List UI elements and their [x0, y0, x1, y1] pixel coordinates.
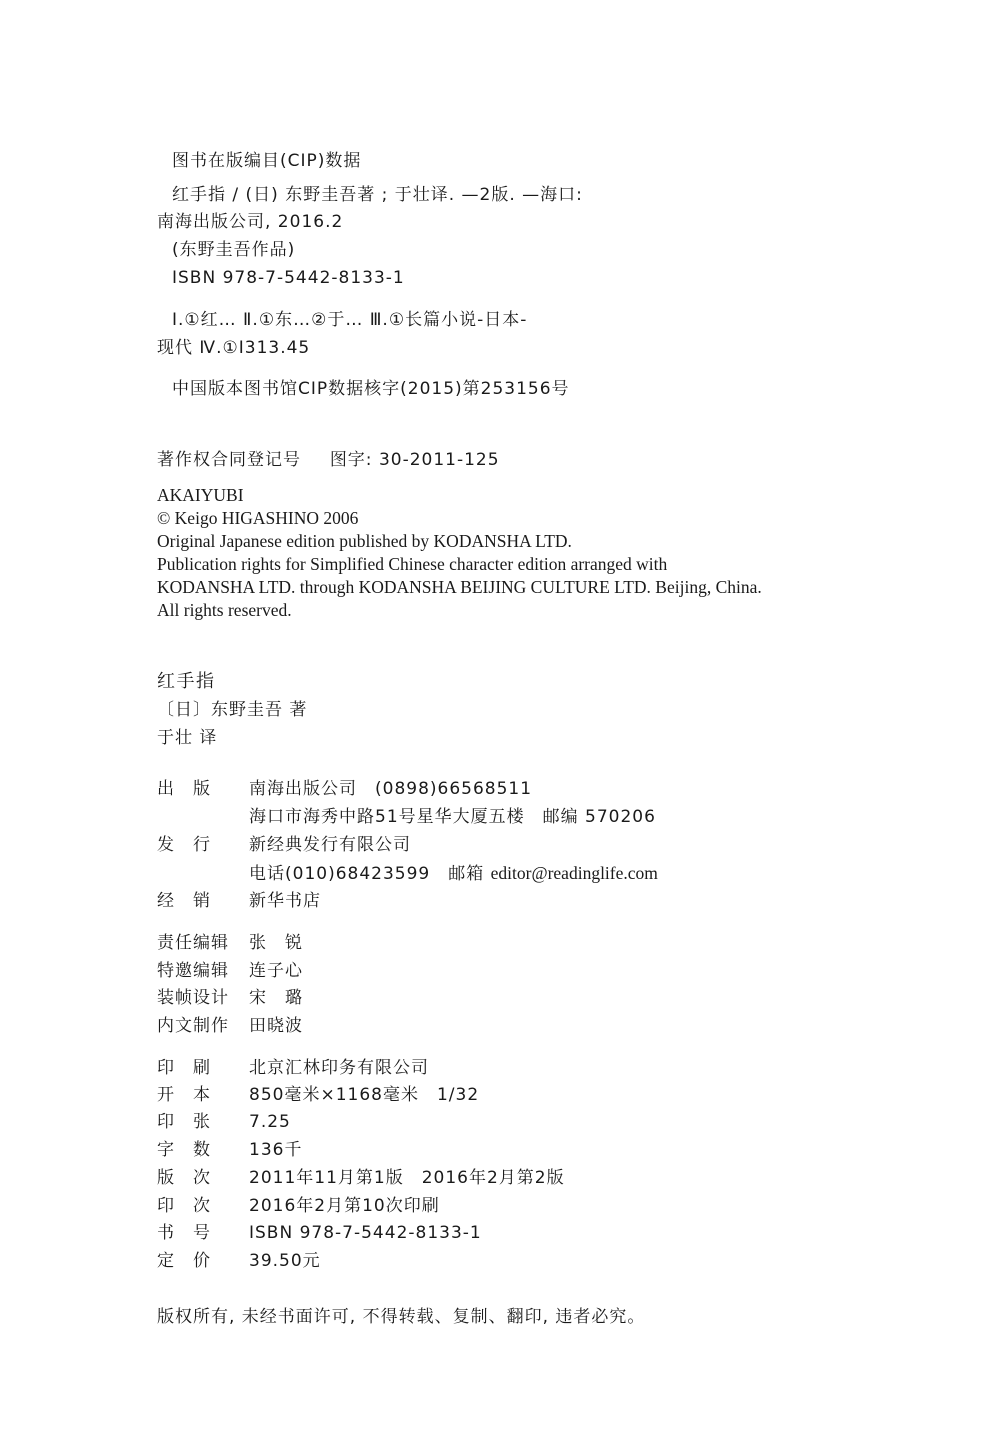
- spec-label: 开 本: [157, 1085, 211, 1105]
- cip-class-line-1: Ⅰ.①红… Ⅱ.①东…②于… Ⅲ.①长篇小说-日本-: [172, 310, 528, 330]
- spec-value: 7.25: [249, 1112, 291, 1132]
- distributor-row: [157, 834, 411, 856]
- staff-label: 内文制作: [157, 1016, 229, 1036]
- spec-row: [157, 1111, 291, 1133]
- seller-row: [157, 890, 321, 912]
- spec-label: 定 价: [157, 1251, 211, 1271]
- book-title: 红手指: [157, 671, 216, 692]
- spec-label: 字 数: [157, 1140, 211, 1160]
- staff-row: [157, 987, 303, 1009]
- spec-value: 850毫米×1168毫米 1/32: [249, 1085, 480, 1105]
- staff-label: 责任编辑: [157, 933, 229, 953]
- cip-heading: 图书在版编目(CIP)数据: [172, 151, 362, 171]
- copyright-registration-label: 著作权合同登记号: [157, 450, 301, 470]
- spec-label: 印 张: [157, 1112, 211, 1132]
- spec-value: ISBN 978-7-5442-8133-1: [249, 1223, 482, 1243]
- publisher-label: 出 版: [157, 779, 211, 799]
- distributor-phone: 电话(010)68423599 邮箱: [249, 864, 485, 884]
- copyright-registration: [157, 449, 500, 471]
- cip-verify-line: 中国版本图书馆CIP数据核字(2015)第253156号: [172, 379, 570, 399]
- rights-line-4: Publication rights for Simplified Chinese character edition arranged with: [157, 554, 668, 574]
- spec-label: 印 次: [157, 1196, 211, 1216]
- rights-line-2: © Keigo HIGASHINO 2006: [157, 508, 359, 528]
- spec-value: 2016年2月第10次印刷: [249, 1196, 440, 1216]
- distributor-email: editor@readinglife.com: [490, 863, 658, 883]
- rights-line-1: AKAIYUBI: [157, 485, 244, 505]
- staff-value: 田晓波: [249, 1016, 303, 1036]
- staff-row: [157, 960, 303, 982]
- rights-line-6: All rights reserved.: [157, 600, 292, 620]
- book-author: 〔日〕东野圭吾 著: [157, 700, 308, 720]
- staff-row: [157, 932, 303, 954]
- spec-row: [157, 1250, 321, 1272]
- cip-line-2: 南海出版公司, 2016.2: [157, 212, 344, 232]
- staff-label: 特邀编辑: [157, 961, 229, 981]
- spec-value: 39.50元: [249, 1251, 321, 1271]
- cip-line-4: ISBN 978-7-5442-8133-1: [172, 268, 405, 288]
- rights-notice: 版权所有, 未经书面许可, 不得转载、复制、翻印, 违者必究。: [157, 1307, 646, 1327]
- rights-line-5: KODANSHA LTD. through KODANSHA BEIJING CULTURE LTD. Beijing, China.: [157, 577, 762, 597]
- distributor-value: 新经典发行有限公司: [249, 835, 411, 855]
- spec-row: [157, 1139, 302, 1161]
- cip-line-1: 红手指 / (日) 东野圭吾著 ; 于壮译. —2版. —海口:: [172, 185, 583, 205]
- spec-row: [157, 1167, 565, 1189]
- spec-value: 北京汇林印务有限公司: [249, 1058, 429, 1078]
- cip-line-3: (东野圭吾作品): [172, 240, 296, 260]
- spec-value: 136千: [249, 1140, 303, 1160]
- rights-line-3: Original Japanese edition published by KODANSHA LTD.: [157, 531, 572, 551]
- spec-row: [157, 1222, 482, 1244]
- cip-class-line-2: 现代 Ⅳ.①I313.45: [157, 338, 311, 358]
- seller-label: 经 销: [157, 891, 211, 911]
- distributor-contact: [249, 862, 658, 885]
- spec-label: 书 号: [157, 1223, 211, 1243]
- publisher-address: 海口市海秀中路51号星华大厦五楼 邮编 570206: [249, 807, 656, 827]
- spec-label: 印 刷: [157, 1058, 211, 1078]
- staff-value: 连子心: [249, 961, 303, 981]
- publisher-row: [157, 778, 532, 800]
- publisher-value: 南海出版公司 (0898)66568511: [249, 779, 533, 799]
- copyright-registration-value: 图字: 30-2011-125: [329, 450, 500, 470]
- spec-row: [157, 1195, 440, 1217]
- staff-value: 宋 璐: [249, 988, 303, 1008]
- book-translator: 于壮 译: [157, 728, 218, 748]
- staff-label: 装帧设计: [157, 988, 229, 1008]
- spec-row: [157, 1084, 479, 1106]
- spec-row: [157, 1057, 429, 1079]
- seller-value: 新华书店: [249, 891, 321, 911]
- spec-label: 版 次: [157, 1168, 211, 1188]
- staff-row: [157, 1015, 303, 1037]
- distributor-label: 发 行: [157, 835, 211, 855]
- spec-value: 2011年11月第1版 2016年2月第2版: [249, 1168, 565, 1188]
- staff-value: 张 锐: [249, 933, 303, 953]
